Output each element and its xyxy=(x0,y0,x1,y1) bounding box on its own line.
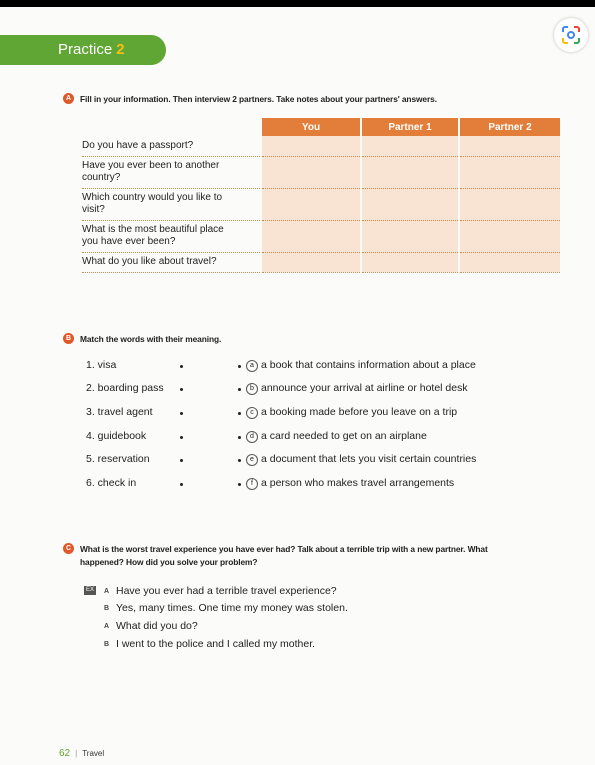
meaning-b: b announce your arrival at airline or hotel desk xyxy=(246,382,468,395)
answer-cell[interactable] xyxy=(261,136,361,156)
right-match-dot[interactable] xyxy=(238,388,241,391)
letter-f: f xyxy=(246,478,258,490)
letter-c: c xyxy=(246,407,258,419)
left-match-dot[interactable] xyxy=(180,365,183,368)
question-beautiful-place: What is the most beautiful place you have ever been? xyxy=(82,220,261,252)
left-match-dot[interactable] xyxy=(180,483,183,486)
letter-e: e xyxy=(246,454,258,466)
footer-section: Travel xyxy=(82,749,105,758)
dialogue-line: What did you do? xyxy=(116,620,198,632)
answer-cell[interactable] xyxy=(261,252,361,272)
answer-cell[interactable] xyxy=(361,188,459,220)
left-match-dot[interactable] xyxy=(180,412,183,415)
meaning-d: d a card needed to get on an airplane xyxy=(246,430,427,443)
column-partner-1: Partner 1 xyxy=(361,118,459,136)
meaning-c: c a booking made before you leave on a trip xyxy=(246,406,457,419)
dialogue-line: Yes, many times. One time my money was stolen. xyxy=(116,602,348,614)
section-b-badge: B xyxy=(63,333,74,344)
dialogue-line: Have you ever had a terrible travel experience? xyxy=(116,585,337,597)
example-tag: EX xyxy=(85,587,94,593)
answer-cell[interactable] xyxy=(459,252,560,272)
speaker-label: A xyxy=(104,588,110,595)
column-partner-2: Partner 2 xyxy=(459,118,560,136)
word-guidebook: 4. guidebook xyxy=(86,430,147,442)
answer-cell[interactable] xyxy=(361,252,459,272)
top-bar xyxy=(0,0,595,7)
answer-cell[interactable] xyxy=(459,156,560,188)
word-visa: 1. visa xyxy=(86,359,117,371)
question-like-about-travel: What do you like about travel? xyxy=(82,252,261,272)
google-lens-button[interactable] xyxy=(554,18,588,52)
right-match-dot[interactable] xyxy=(238,365,241,368)
interview-table xyxy=(82,118,560,273)
answer-cell[interactable] xyxy=(361,156,459,188)
left-match-dot[interactable] xyxy=(180,436,183,439)
question-country-to-visit: Which country would you like to visit? xyxy=(82,188,261,220)
banner-title: Practice xyxy=(58,41,113,58)
question-passport: Do you have a passport? xyxy=(82,136,261,156)
word-check-in: 6. check in xyxy=(86,477,137,489)
word-reservation: 5. reservation xyxy=(86,453,150,465)
google-lens-icon xyxy=(561,25,581,45)
practice-banner xyxy=(0,35,166,65)
section-b-instruction: Match the words with their meaning. xyxy=(80,334,222,344)
right-match-dot[interactable] xyxy=(238,436,241,439)
section-a-badge: A xyxy=(63,93,74,104)
meaning-a: a a book that contains information about a place xyxy=(246,359,476,372)
answer-cell[interactable] xyxy=(261,220,361,252)
section-c-instruction-line1: What is the worst travel experience you have ever had? Talk about a terrible trip with a new partner. What xyxy=(80,544,488,554)
word-travel-agent: 3. travel agent xyxy=(86,406,153,418)
banner-number: 2 xyxy=(116,41,125,58)
column-you: You xyxy=(261,118,361,136)
answer-cell[interactable] xyxy=(261,156,361,188)
speaker-label: B xyxy=(104,605,110,612)
meaning-e: e a document that lets you visit certain countries xyxy=(246,453,476,466)
left-match-dot[interactable] xyxy=(180,388,183,391)
word-boarding-pass: 2. boarding pass xyxy=(86,382,164,394)
question-another-country: Have you ever been to another country? xyxy=(82,156,261,188)
section-c-badge: C xyxy=(63,543,74,554)
answer-cell[interactable] xyxy=(361,220,459,252)
right-match-dot[interactable] xyxy=(238,483,241,486)
answer-cell[interactable] xyxy=(459,188,560,220)
left-match-dot[interactable] xyxy=(180,459,183,462)
letter-b: b xyxy=(246,383,258,395)
footer-separator: | xyxy=(75,749,78,758)
letter-a: a xyxy=(246,360,258,372)
right-match-dot[interactable] xyxy=(238,412,241,415)
table-header-blank xyxy=(82,118,261,136)
meaning-f: f a person who makes travel arrangements xyxy=(246,477,454,490)
answer-cell[interactable] xyxy=(261,188,361,220)
section-c-instruction-line2: happened? How did you solve your problem? xyxy=(80,557,258,567)
answer-cell[interactable] xyxy=(459,220,560,252)
right-match-dot[interactable] xyxy=(238,459,241,462)
speaker-label: A xyxy=(104,623,110,630)
section-a-instruction: Fill in your information. Then interview 2 partners. Take notes about your partners' answers. xyxy=(80,94,437,104)
answer-cell[interactable] xyxy=(459,136,560,156)
speaker-label: B xyxy=(104,641,110,648)
answer-cell[interactable] xyxy=(361,136,459,156)
page-footer xyxy=(59,748,104,759)
letter-d: d xyxy=(246,431,258,443)
dialogue-line: I went to the police and I called my mother. xyxy=(116,638,316,650)
page-number: 62 xyxy=(59,748,71,759)
